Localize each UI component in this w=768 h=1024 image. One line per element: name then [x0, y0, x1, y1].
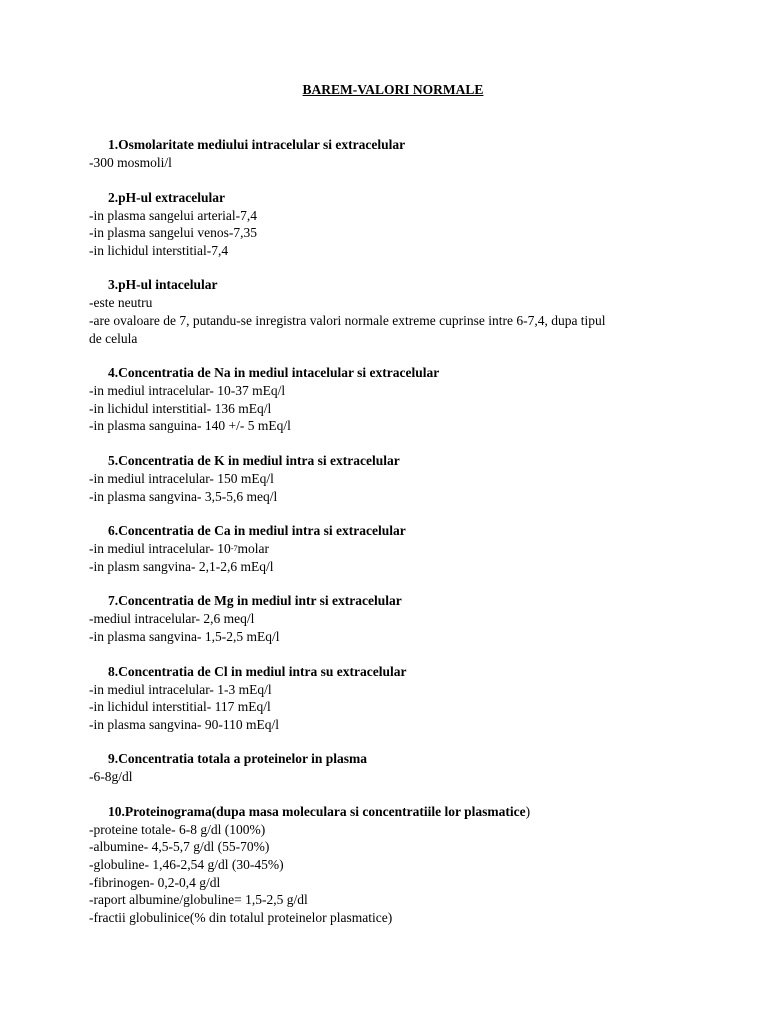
- section-heading: 5.Concentratia de K in mediul intra si extracelular: [108, 452, 400, 468]
- exponent: -7: [230, 544, 238, 554]
- value-line: -proteine totale- 6-8 g/dl (100%): [89, 821, 266, 837]
- value-line: -in plasma sangvina- 1,5-2,5 mEq/l: [89, 628, 280, 644]
- section-k: [89, 452, 689, 505]
- section-mg: [89, 592, 689, 645]
- section-heading: 2.pH-ul extracelular: [108, 189, 225, 205]
- value-line: -raport albumine/globuline= 1,5-2,5 g/dl: [89, 892, 308, 908]
- section-ph-intracelular: [89, 276, 689, 347]
- section-proteinograma: [89, 803, 689, 927]
- section-heading: [89, 803, 689, 821]
- value-line: -in lichidul interstitial-7,4: [89, 242, 229, 258]
- document-body: [89, 136, 689, 943]
- value-line: -mediul intracelular- 2,6 meq/l: [89, 611, 255, 627]
- value-line: -fractii globulinice(% din totalul proteinelor plasmatice): [89, 909, 393, 925]
- section-heading: 4.Concentratia de Na in mediul intacelular si extracelular: [108, 365, 440, 381]
- value-line: -are ovaloare de 7, putandu-se inregistra valori normale extreme cuprinse intre 6-7,4, dupa tipul: [89, 312, 606, 328]
- value-line: -6-8g/dl: [89, 769, 133, 785]
- section-cl: [89, 663, 689, 734]
- value-line: -in mediul intracelular- 10-37 mEq/l: [89, 383, 286, 399]
- value-line: -in lichidul interstitial- 117 mEq/l: [89, 699, 271, 715]
- section-na: [89, 364, 689, 435]
- value-line: -albumine- 4,5-5,7 g/dl (55-70%): [89, 839, 270, 855]
- value-prefix: -in mediul intracelular- 10: [89, 541, 231, 557]
- value-line: [89, 540, 689, 558]
- value-line: -in plasma sanguina- 140 +/- 5 mEq/l: [89, 418, 291, 434]
- value-line: -este neutru: [89, 295, 153, 311]
- document-title: BAREM-VALORI NORMALE: [302, 82, 484, 97]
- section-heading: 6.Concentratia de Ca in mediul intra si extracelular: [108, 523, 406, 539]
- section-osmolaritate: [89, 136, 689, 172]
- value-line: -in mediul intracelular- 1-3 mEq/l: [89, 681, 272, 697]
- section-heading: 8.Concentratia de Cl in mediul intra su extracelular: [108, 663, 407, 679]
- section-heading: 3.pH-ul intacelular: [108, 277, 218, 293]
- value-line: -in plasm sangvina- 2,1-2,6 mEq/l: [89, 558, 274, 574]
- section-ph-extracelular: [89, 189, 689, 260]
- heading-tail: ): [525, 803, 531, 819]
- value-line: -300 mosmoli/l: [89, 155, 172, 170]
- value-line: -in plasma sangvina- 90-110 mEq/l: [89, 716, 279, 732]
- value-line: -globuline- 1,46-2,54 g/dl (30-45%): [89, 857, 284, 873]
- value-line: -in plasma sangelui arterial-7,4: [89, 207, 257, 223]
- value-line: -in plasma sangvina- 3,5-5,6 meq/l: [89, 488, 278, 504]
- heading-text: 10.Proteinograma(dupa masa moleculara si concentratiile lor plasmatice: [108, 803, 526, 819]
- value-line: -in lichidul interstitial- 136 mEq/l: [89, 400, 272, 416]
- section-ca: [89, 522, 689, 575]
- value-unit: molar: [237, 541, 269, 557]
- section-heading: 1.Osmolaritate mediului intracelular si extracelular: [108, 137, 406, 152]
- value-line: -in mediul intracelular- 150 mEq/l: [89, 470, 274, 486]
- section-heading: 9.Concentratia totala a proteinelor in plasma: [108, 751, 367, 767]
- section-proteine-totale: [89, 750, 689, 786]
- value-line: de celula: [89, 330, 138, 346]
- value-line: -in plasma sangelui venos-7,35: [89, 225, 257, 241]
- value-line: -fibrinogen- 0,2-0,4 g/dl: [89, 874, 221, 890]
- section-heading: 7.Concentratia de Mg in mediul intr si extracelular: [108, 593, 402, 609]
